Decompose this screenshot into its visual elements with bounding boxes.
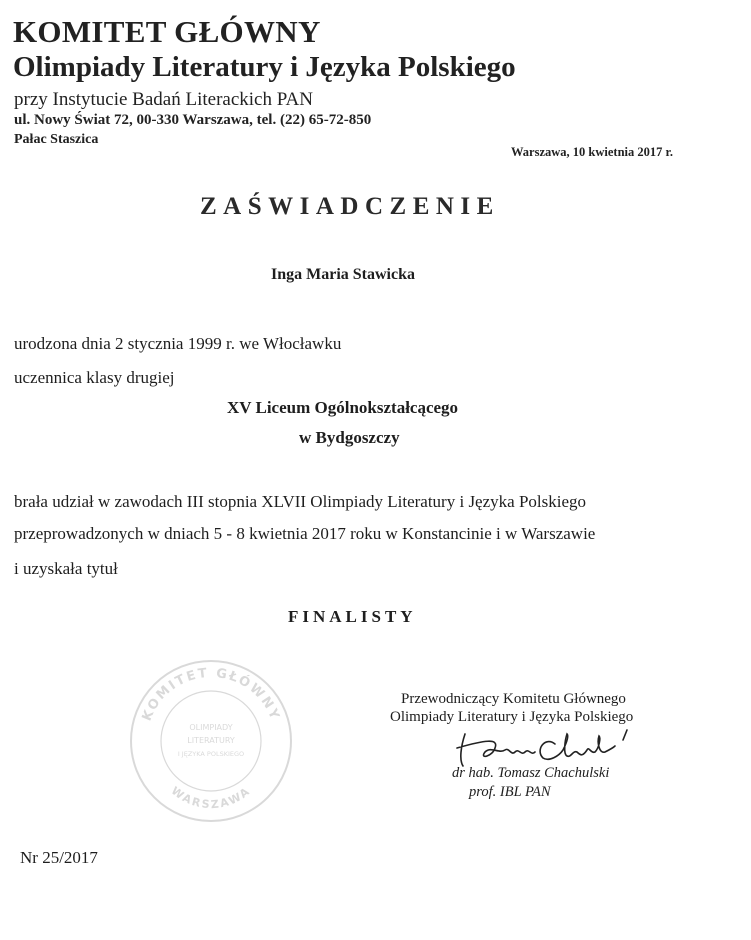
svg-text:KOMITET GŁÓWNY bbox=[140, 666, 283, 723]
stamp-ring-top: KOMITET GŁÓWNY bbox=[139, 665, 283, 724]
stamp-center-3: I JĘZYKA POLSKIEGO bbox=[177, 750, 245, 758]
committee-name: KOMITET GŁÓWNY bbox=[13, 14, 321, 49]
document-title: ZAŚWIADCZENIE bbox=[200, 193, 500, 220]
address-line: ul. Nowy Świat 72, 00-330 Warszawa, tel. (22) 65-72-850 bbox=[14, 112, 372, 128]
stamp-center-1: OLIMPIADY bbox=[189, 723, 233, 732]
school-city: w Bydgoszczy bbox=[299, 428, 400, 447]
title-obtained-text: i uzyskała tytuł bbox=[14, 559, 118, 578]
official-stamp bbox=[125, 658, 297, 824]
signer-name: dr hab. Tomasz Chachulski bbox=[452, 765, 610, 781]
recipient-name: Inga Maria Stawicka bbox=[271, 266, 415, 283]
stamp-ring-bottom: WARSZAWA bbox=[168, 784, 254, 812]
chair-role-line2: Olimpiady Literatury i Języka Polskiego bbox=[390, 709, 634, 725]
place-and-date: Warszawa, 10 kwietnia 2017 r. bbox=[511, 145, 674, 159]
svg-text:WARSZAWA bbox=[169, 784, 254, 811]
class-info: uczennica klasy drugiej bbox=[14, 368, 175, 387]
olympiad-name: Olimpiady Literatury i Języka Polskiego bbox=[13, 51, 516, 83]
participation-text: brała udział w zawodach III stopnia XLVII Olimpiady Literatury i Języka Polskiego bbox=[14, 492, 587, 511]
institute-line: przy Instytucie Badań Literackich PAN bbox=[14, 89, 313, 110]
building-line: Pałac Staszica bbox=[14, 132, 99, 147]
signer-title: prof. IBL PAN bbox=[469, 784, 551, 800]
chair-role-line1: Przewodniczący Komitetu Głównego bbox=[401, 691, 626, 707]
school-name: XV Liceum Ogólnokształcącego bbox=[227, 398, 459, 417]
stamp-center-2: LITERATURY bbox=[187, 736, 235, 745]
birth-info: urodzona dnia 2 stycznia 1999 r. we Włocławku bbox=[14, 334, 342, 353]
award-title: FINALISTY bbox=[288, 607, 417, 626]
certificate-number: Nr 25/2017 bbox=[20, 848, 98, 867]
competition-dates-text: przeprowadzonych w dniach 5 - 8 kwietnia 2017 roku w Konstancinie i w Warszawie bbox=[14, 524, 596, 543]
